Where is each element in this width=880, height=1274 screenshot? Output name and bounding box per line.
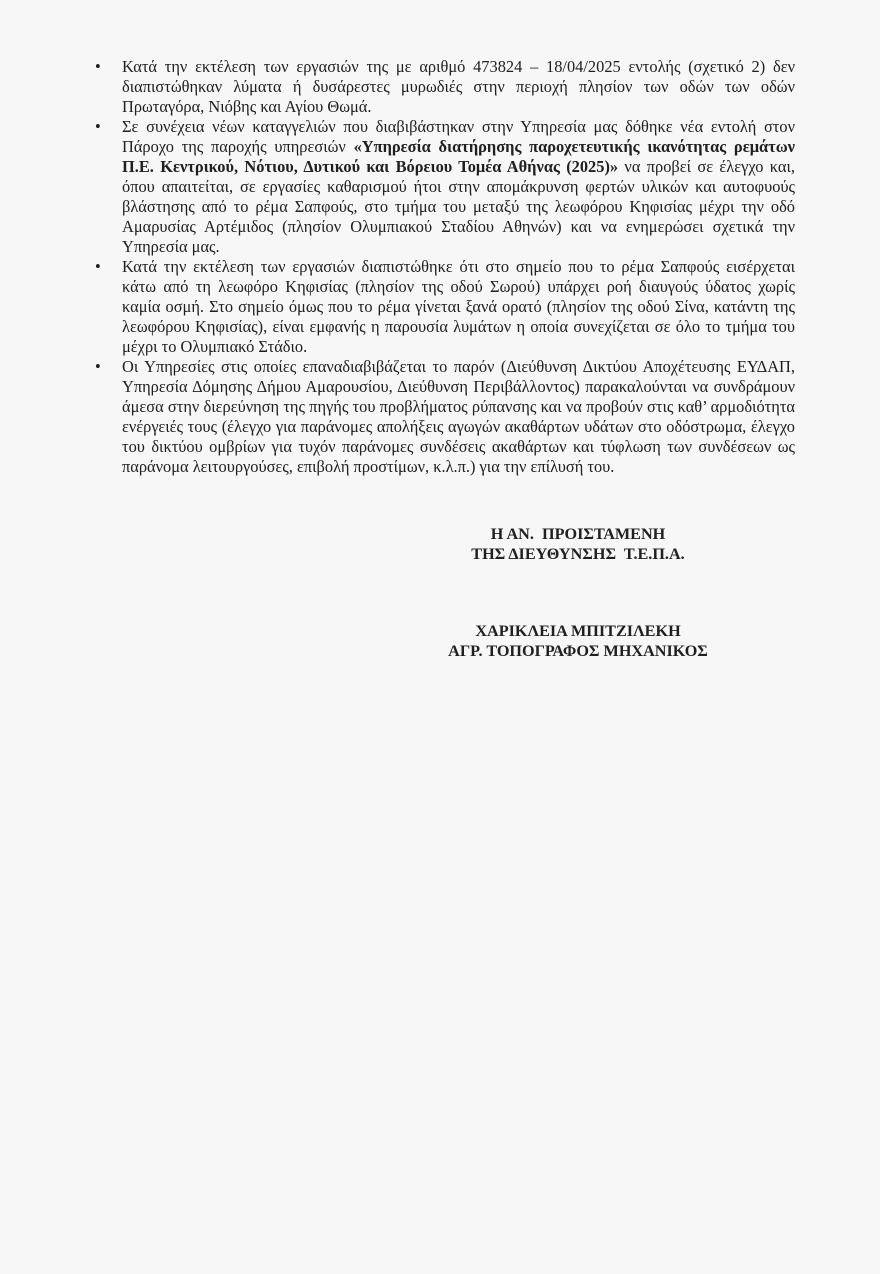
bullet-text: Κατά την εκτέλεση των εργασιών διαπιστώθηκε ότι στο σημείο που το ρέμα Σαπφούς εισέρχεται κάτω από τη λεωφόρο Κηφισίας (πλησίον της οδού Σωρού) υπάρχει ροή διαυγούς ύδατος χωρίς καμία οσμή. Στο σημείο όμως που το ρέμα γίνεται ξανά ορατό (πλησίον της οδού Σίνα, κατάντη της λεωφόρου Κηφισίας), είναι εμφανής η παρουσία λυμάτων η οποία συνεχίζεται σε όλο το τμήμα του μέχρι το Ολυμπιακό Στάδιο. <box>122 257 795 356</box>
bullet-list <box>88 57 795 477</box>
list-item <box>88 117 795 257</box>
signature-job-title: ΑΓΡ. ΤΟΠΟΓΡΑΦΟΣ ΜΗΧΑΝΙΚΟΣ <box>448 642 708 660</box>
bullet-text: Οι Υπηρεσίες στις οποίες επαναδιαβιβάζεται το παρόν (Διεύθυνση Δικτύου Αποχέτευσης ΕΥΔΑΠ, Υπηρεσία Δόμησης Δήμου Αμαρουσίου, Διεύθυνση Περιβάλλοντος) παρακαλούνται να συνδράμουν άμεσα στην διερεύνηση της πηγής του προβλήματος ρύπανσης και να προβούν στις καθ’ αρμοδιότητα ενέργειές τους (έλεγχο για παράνομες απολήξεις αγωγών ακαθάρτων υδάτων στο οδόστρωμα, έλεγχο του δικτύου ομβρίων για τυχόν παράνομες συνδέσεις ακαθάρτων και τύφλωση των συνδέσεων ως παράνομα λειτουργούσες, επιβολή προστίμων, κ.λ.π.) για την επίλυσή του. <box>122 357 795 476</box>
bullet-icon: • <box>95 257 101 276</box>
bullet-icon: • <box>95 117 101 136</box>
list-item <box>88 357 795 477</box>
list-item <box>88 257 795 357</box>
bullet-text: Σε συνέχεια νέων καταγγελιών που διαβιβάστηκαν στην Υπηρεσία μας δόθηκε νέα εντολή στον Πάροχο της παροχής υπηρεσιών «Υπηρεσία διατήρησης παροχετευτικής ικανότητας ρεμάτων Π.Ε. Κεντρικού, Νότιου, Δυτικού και Βόρειου Τομέα Αθήνας (2025)» να προβεί σε έλεγχο και, όπου απαιτείται, σε εργασίες καθαρισμού ήτοι στην απομάκρυνση φερτών υλικών και αυτοφυούς βλάστησης από το ρέμα Σαπφούς, στο τμήμα του μεταξύ της λεωφόρου Κηφισίας μέχρι την οδό Αμαρυσίας Αρτέμιδος (πλησίον Ολυμπιακού Σταδίου Αθηνών) και να ενημερώσει σχετικά την Υπηρεσία μας. <box>122 117 796 256</box>
signature-name: ΧΑΡΙΚΛΕΙΑ ΜΠΙΤΖΙΛΕΚΗ <box>475 622 681 640</box>
signature-role-line-2: ΤΗΣ ΔΙΕΥΘΥΝΣΗΣ Τ.Ε.Π.Α. <box>471 545 685 563</box>
signature-role-line-1: Η ΑΝ. ΠΡΟΙΣΤΑΜΕΝΗ <box>490 525 666 543</box>
bullet-icon: • <box>95 357 101 376</box>
signature-role-group <box>378 524 778 564</box>
list-item <box>88 57 795 117</box>
bullet-icon: • <box>95 57 101 76</box>
signature-block <box>378 524 778 661</box>
bullet-text: Κατά την εκτέλεση των εργασιών της με αριθμό 473824 – 18/04/2025 εντολής (σχετικό 2) δεν διαπιστώθηκαν λύματα ή δυσάρεστες μυρωδιές στην περιοχή πλησίον των οδών των οδών Πρωταγόρα, Νιόβης και Αγίου Θωμά. <box>122 57 795 116</box>
signature-name-group <box>378 621 778 661</box>
